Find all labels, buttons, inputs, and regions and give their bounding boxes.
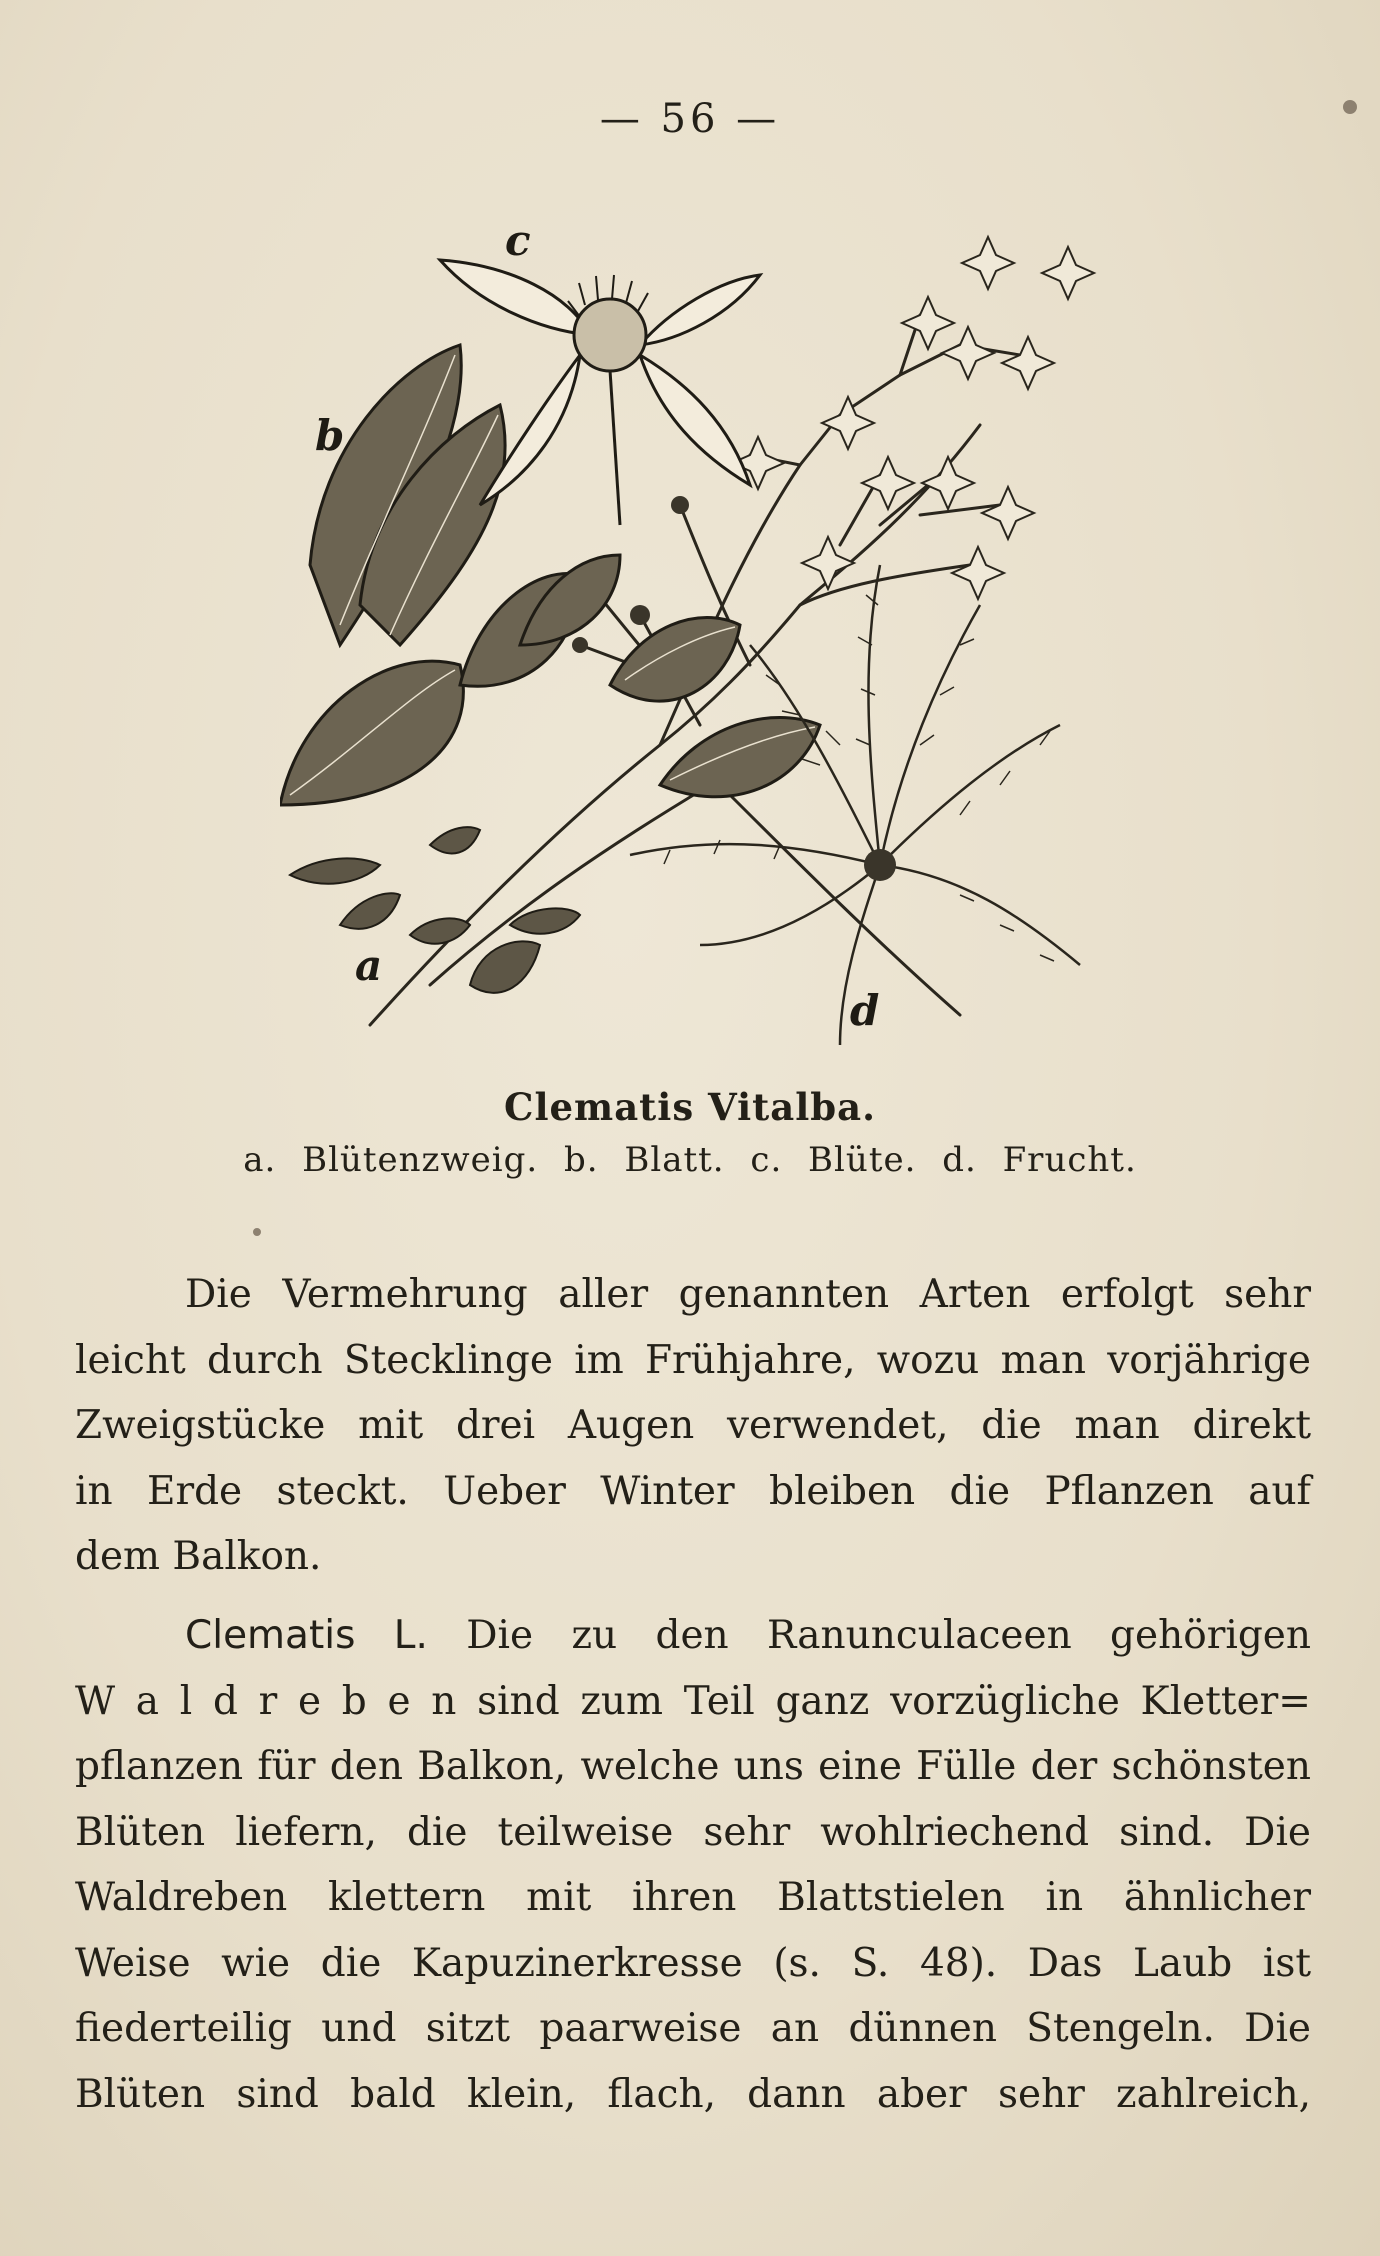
leaf-branch-2: [660, 718, 820, 797]
label-c: c: [505, 225, 531, 265]
paragraph-1: [75, 1262, 1311, 1590]
text-line: dem Balkon.: [75, 1534, 322, 1579]
small-flower: [862, 457, 914, 509]
small-flower: [952, 547, 1004, 599]
clematis-engraving: [280, 225, 1120, 1065]
small-flower: [922, 457, 974, 509]
label-a: a: [355, 941, 383, 990]
botanical-illustration: [280, 225, 1120, 1065]
label-d: d: [850, 986, 880, 1035]
small-flower: [942, 327, 994, 379]
branch-stem-2: [430, 785, 710, 985]
small-flower: [982, 487, 1034, 539]
text-line: Waldreben klettern mit ihren Blattstielen in ähnlicher: [75, 1875, 1311, 1920]
text-line: Blüten liefern, die teilweise sehr wohlriechend sind. Die: [75, 1809, 1311, 1855]
figure-caption-title: Clematis Vitalba.: [504, 1085, 876, 1129]
page-number: — 56 —: [599, 96, 781, 142]
text-line: Weise wie die Kapuzinerkresse (s. S. 48). Das Laub ist: [75, 1940, 1311, 1986]
label-b: b: [315, 411, 345, 460]
paper-speck: [1343, 100, 1357, 114]
small-flower: [1042, 247, 1094, 299]
text-line: pflanzen für den Balkon, welche uns eine Fülle der schönsten: [75, 1744, 1311, 1789]
bud: [572, 637, 588, 653]
text-line: Blüten sind bald klein, flach, dann aber sehr zahlreich,: [75, 2071, 1311, 2117]
text-line-first: [75, 1603, 1311, 1669]
figure-caption-legend: a. Blütenzweig. b. Blatt. c. Blüte. d. Frucht.: [243, 1140, 1137, 1180]
paper-speck: [253, 1228, 261, 1236]
small-flower: [962, 237, 1014, 289]
leaf-branch: [610, 618, 740, 702]
text-line: Die Vermehrung aller genannten Arten erfolgt sehr: [185, 1272, 1311, 1317]
text-line: fiederteilig und sitzt paarweise an dünnen Stengeln. Die: [75, 2006, 1311, 2051]
text-line: leicht durch Stecklinge im Frühjahre, wozu man vorjährige: [75, 1337, 1311, 1383]
first-line-rest: Die zu den Ranunculaceen gehörigen: [466, 1613, 1311, 1658]
bud: [671, 496, 689, 514]
small-flower: [802, 537, 854, 589]
text-line: in Erde steckt. Ueber Winter bleiben die Pflanzen auf: [75, 1468, 1311, 1514]
bud: [630, 605, 650, 625]
genus-lead: Clematis L.: [185, 1613, 428, 1658]
text-line: W a l d r e b e n sind zum Teil ganz vorzügliche Kletter=: [75, 1678, 1311, 1724]
text-line: Zweigstücke mit drei Augen verwendet, die man direkt: [75, 1403, 1311, 1448]
small-flower: [822, 397, 874, 449]
small-flower: [1002, 337, 1054, 389]
paragraph-2: [75, 1603, 1311, 2127]
